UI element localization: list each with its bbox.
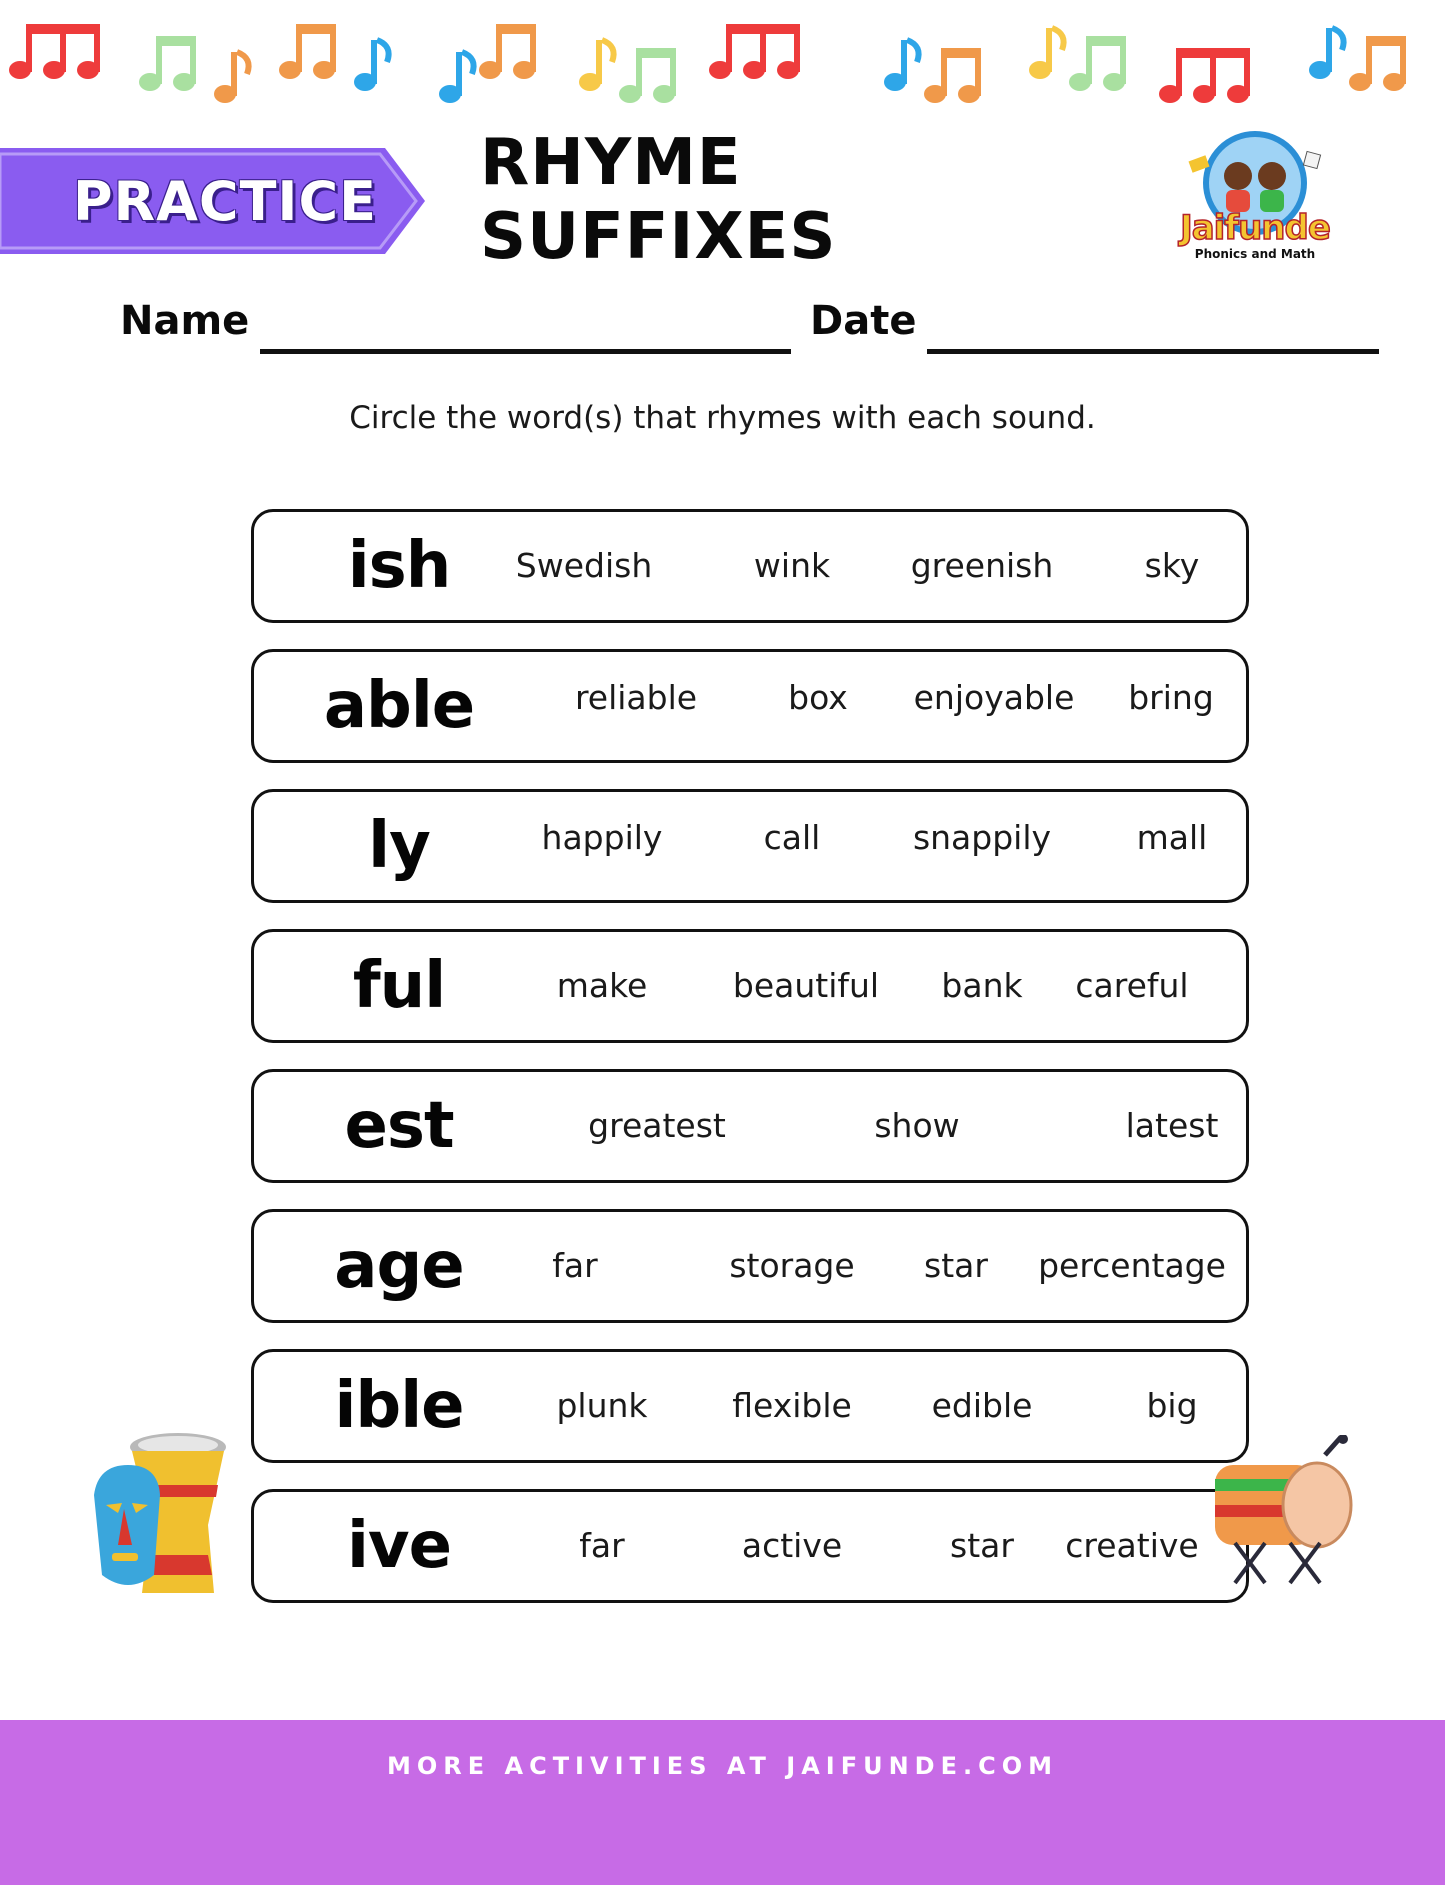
word-option[interactable]: big <box>1146 1386 1198 1425</box>
word-option[interactable]: far <box>552 1246 598 1285</box>
logo-tagline: Phonics and Math <box>1194 247 1316 261</box>
word-option[interactable]: greatest <box>588 1106 726 1145</box>
word-option[interactable]: plunk <box>556 1386 648 1425</box>
word-option[interactable]: happily <box>541 818 663 857</box>
practice-label: PRACTICE <box>72 169 378 233</box>
word-option[interactable]: enjoyable <box>913 678 1075 717</box>
word-option[interactable]: flexible <box>732 1386 852 1425</box>
word-option[interactable]: snappily <box>912 818 1052 857</box>
african-mask-drum-illustration <box>88 1425 228 1595</box>
suffix-label: ive <box>346 1509 452 1583</box>
word-option[interactable]: creative <box>1065 1526 1199 1565</box>
word-option[interactable]: box <box>788 678 848 717</box>
suffix-label: able <box>323 669 475 743</box>
suffix-label: est <box>344 1089 454 1163</box>
rhyme-row-able <box>251 649 1249 763</box>
name-label: Name <box>120 298 250 344</box>
footer-link[interactable]: MORE ACTIVITIES AT JAIFUNDE.COM <box>386 1752 1058 1780</box>
word-option[interactable]: edible <box>931 1386 1033 1425</box>
word-option[interactable]: bring <box>1128 678 1214 717</box>
word-option[interactable]: greenish <box>910 546 1054 585</box>
suffix-label: ly <box>368 809 430 883</box>
rhyme-row-ive <box>251 1489 1249 1603</box>
music-notes-decoration <box>0 0 1445 120</box>
rhyme-row-ful <box>251 929 1249 1043</box>
suffix-label: ful <box>352 949 446 1023</box>
word-option[interactable]: star <box>950 1526 1014 1565</box>
word-option[interactable]: bank <box>941 966 1023 1005</box>
word-option[interactable]: star <box>924 1246 988 1285</box>
suffix-label: age <box>334 1229 464 1303</box>
date-field[interactable] <box>927 349 1379 354</box>
word-option[interactable]: call <box>763 818 821 857</box>
word-option[interactable]: latest <box>1125 1106 1219 1145</box>
word-option[interactable]: careful <box>1075 966 1189 1005</box>
name-field[interactable] <box>260 349 791 354</box>
rhyme-row-ly <box>251 789 1249 903</box>
word-option[interactable]: reliable <box>574 678 698 717</box>
rhyme-row-age <box>251 1209 1249 1323</box>
word-option[interactable]: far <box>579 1526 625 1565</box>
instruction-text: Circle the word(s) that rhymes with each sound. <box>349 400 1096 436</box>
page-title: RHYME SUFFIXES <box>480 126 837 274</box>
word-option[interactable]: percentage <box>1038 1246 1226 1285</box>
word-option[interactable]: wink <box>753 546 831 585</box>
word-option[interactable]: show <box>874 1106 960 1145</box>
suffix-label: ible <box>334 1369 464 1443</box>
rhyme-row-ible <box>251 1349 1249 1463</box>
logo-wordmark: Jaifunde <box>1180 208 1330 248</box>
word-option[interactable]: Swedish <box>515 546 653 585</box>
rhyme-row-ish <box>251 509 1249 623</box>
word-option[interactable]: sky <box>1144 546 1200 585</box>
drum-illustration <box>1205 1435 1370 1585</box>
suffix-label: ish <box>347 529 451 603</box>
footer-band <box>0 1720 1445 1885</box>
word-option[interactable]: mall <box>1136 818 1208 857</box>
word-option[interactable]: beautiful <box>732 966 880 1005</box>
date-label: Date <box>810 298 917 344</box>
rhyme-row-est <box>251 1069 1249 1183</box>
word-option[interactable]: storage <box>729 1246 855 1285</box>
word-option[interactable]: active <box>741 1526 843 1565</box>
word-option[interactable]: make <box>556 966 648 1005</box>
